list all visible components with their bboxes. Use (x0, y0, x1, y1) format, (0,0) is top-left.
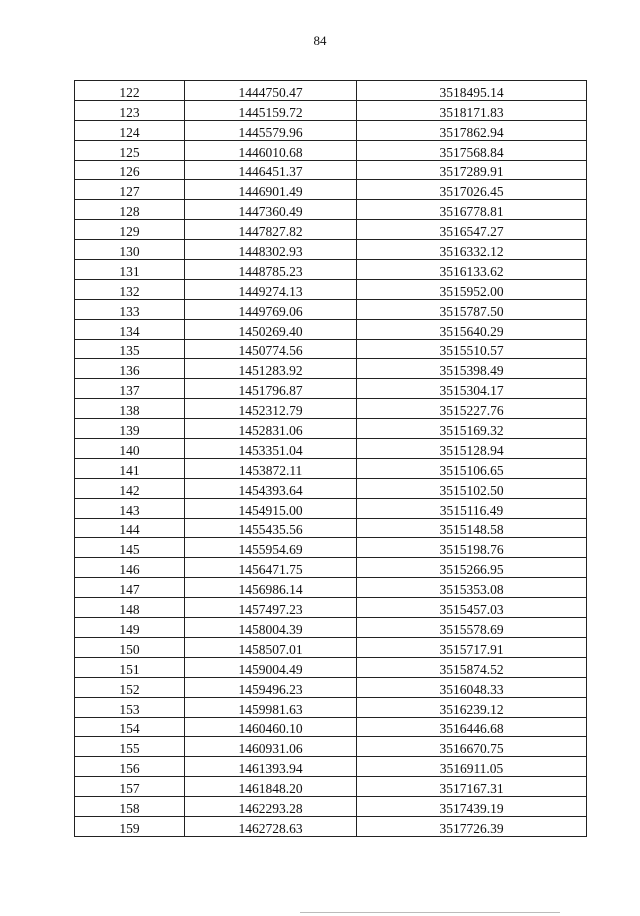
table-row (75, 220, 587, 240)
y-coordinate-cell: 3515398.49 (357, 359, 587, 379)
table-row (75, 578, 587, 598)
y-coordinate-cell: 3517289.91 (357, 160, 587, 180)
y-coordinate-cell: 3518171.83 (357, 100, 587, 120)
y-coordinate-cell: 3515952.00 (357, 279, 587, 299)
point-number-cell: 130 (75, 240, 185, 260)
table-row (75, 379, 587, 399)
y-coordinate-cell: 3516446.68 (357, 717, 587, 737)
table-row (75, 439, 587, 459)
point-number-cell: 139 (75, 419, 185, 439)
y-coordinate-cell: 3515128.94 (357, 439, 587, 459)
table-row (75, 419, 587, 439)
y-coordinate-cell: 3516239.12 (357, 697, 587, 717)
table-row (75, 120, 587, 140)
x-coordinate-cell: 1462728.63 (185, 816, 357, 836)
x-coordinate-cell: 1456471.75 (185, 558, 357, 578)
x-coordinate-cell: 1455954.69 (185, 538, 357, 558)
x-coordinate-cell: 1459496.23 (185, 677, 357, 697)
table-row (75, 279, 587, 299)
table-row (75, 399, 587, 419)
table-row (75, 299, 587, 319)
point-number-cell: 135 (75, 339, 185, 359)
x-coordinate-cell: 1461848.20 (185, 777, 357, 797)
table-row (75, 677, 587, 697)
x-coordinate-cell: 1445579.96 (185, 120, 357, 140)
table-row (75, 657, 587, 677)
x-coordinate-cell: 1447360.49 (185, 200, 357, 220)
y-coordinate-cell: 3515717.91 (357, 637, 587, 657)
y-coordinate-cell: 3515874.52 (357, 657, 587, 677)
x-coordinate-cell: 1454915.00 (185, 498, 357, 518)
table-row (75, 359, 587, 379)
x-coordinate-cell: 1450774.56 (185, 339, 357, 359)
x-coordinate-cell: 1446010.68 (185, 140, 357, 160)
point-number-cell: 136 (75, 359, 185, 379)
y-coordinate-cell: 3515148.58 (357, 518, 587, 538)
x-coordinate-cell: 1455435.56 (185, 518, 357, 538)
y-coordinate-cell: 3516133.62 (357, 260, 587, 280)
table-row (75, 737, 587, 757)
table-row (75, 200, 587, 220)
y-coordinate-cell: 3515787.50 (357, 299, 587, 319)
point-number-cell: 137 (75, 379, 185, 399)
point-number-cell: 153 (75, 697, 185, 717)
x-coordinate-cell: 1444750.47 (185, 81, 357, 101)
y-coordinate-cell: 3515266.95 (357, 558, 587, 578)
table-row (75, 260, 587, 280)
table-row (75, 458, 587, 478)
x-coordinate-cell: 1446451.37 (185, 160, 357, 180)
table-row (75, 816, 587, 836)
y-coordinate-cell: 3517862.94 (357, 120, 587, 140)
x-coordinate-cell: 1460460.10 (185, 717, 357, 737)
point-number-cell: 152 (75, 677, 185, 697)
point-number-cell: 149 (75, 618, 185, 638)
x-coordinate-cell: 1458004.39 (185, 618, 357, 638)
x-coordinate-cell: 1459981.63 (185, 697, 357, 717)
y-coordinate-cell: 3516048.33 (357, 677, 587, 697)
y-coordinate-cell: 3517726.39 (357, 816, 587, 836)
y-coordinate-cell: 3515640.29 (357, 319, 587, 339)
point-number-cell: 156 (75, 757, 185, 777)
table-row (75, 637, 587, 657)
x-coordinate-cell: 1452831.06 (185, 419, 357, 439)
page-number: 84 (313, 33, 327, 48)
x-coordinate-cell: 1460931.06 (185, 737, 357, 757)
point-number-cell: 127 (75, 180, 185, 200)
x-coordinate-cell: 1458507.01 (185, 637, 357, 657)
y-coordinate-cell: 3515106.65 (357, 458, 587, 478)
x-coordinate-cell: 1448785.23 (185, 260, 357, 280)
point-number-cell: 125 (75, 140, 185, 160)
x-coordinate-cell: 1457497.23 (185, 598, 357, 618)
x-coordinate-cell: 1448302.93 (185, 240, 357, 260)
y-coordinate-cell: 3515116.49 (357, 498, 587, 518)
table-row (75, 140, 587, 160)
y-coordinate-cell: 3516670.75 (357, 737, 587, 757)
point-number-cell: 151 (75, 657, 185, 677)
x-coordinate-cell: 1453351.04 (185, 439, 357, 459)
x-coordinate-cell: 1462293.28 (185, 797, 357, 817)
table-row (75, 757, 587, 777)
table-row (75, 777, 587, 797)
table-row (75, 518, 587, 538)
point-number-cell: 159 (75, 816, 185, 836)
table-row (75, 598, 587, 618)
table-row (75, 319, 587, 339)
point-number-cell: 123 (75, 100, 185, 120)
y-coordinate-cell: 3515353.08 (357, 578, 587, 598)
x-coordinate-cell: 1450269.40 (185, 319, 357, 339)
point-number-cell: 140 (75, 439, 185, 459)
y-coordinate-cell: 3515102.50 (357, 478, 587, 498)
table-row (75, 240, 587, 260)
point-number-cell: 141 (75, 458, 185, 478)
table-row (75, 160, 587, 180)
x-coordinate-cell: 1451283.92 (185, 359, 357, 379)
y-coordinate-cell: 3516911.05 (357, 757, 587, 777)
point-number-cell: 132 (75, 279, 185, 299)
table-row (75, 797, 587, 817)
x-coordinate-cell: 1449274.13 (185, 279, 357, 299)
point-number-cell: 142 (75, 478, 185, 498)
table-row (75, 339, 587, 359)
y-coordinate-cell: 3516547.27 (357, 220, 587, 240)
point-number-cell: 155 (75, 737, 185, 757)
table-row (75, 558, 587, 578)
table-row (75, 697, 587, 717)
point-number-cell: 131 (75, 260, 185, 280)
point-number-cell: 146 (75, 558, 185, 578)
x-coordinate-cell: 1446901.49 (185, 180, 357, 200)
point-number-cell: 129 (75, 220, 185, 240)
y-coordinate-cell: 3515457.03 (357, 598, 587, 618)
y-coordinate-cell: 3515578.69 (357, 618, 587, 638)
x-coordinate-cell: 1454393.64 (185, 478, 357, 498)
x-coordinate-cell: 1459004.49 (185, 657, 357, 677)
point-number-cell: 145 (75, 538, 185, 558)
point-number-cell: 148 (75, 598, 185, 618)
page-bottom-rule (300, 912, 560, 913)
point-number-cell: 154 (75, 717, 185, 737)
point-number-cell: 144 (75, 518, 185, 538)
point-number-cell: 122 (75, 81, 185, 101)
y-coordinate-cell: 3515169.32 (357, 419, 587, 439)
x-coordinate-cell: 1445159.72 (185, 100, 357, 120)
x-coordinate-cell: 1453872.11 (185, 458, 357, 478)
table-row (75, 180, 587, 200)
x-coordinate-cell: 1451796.87 (185, 379, 357, 399)
y-coordinate-cell: 3515510.57 (357, 339, 587, 359)
x-coordinate-cell: 1452312.79 (185, 399, 357, 419)
point-number-cell: 147 (75, 578, 185, 598)
point-number-cell: 157 (75, 777, 185, 797)
y-coordinate-cell: 3515198.76 (357, 538, 587, 558)
table-row (75, 618, 587, 638)
coordinates-table (74, 80, 587, 837)
table-row (75, 498, 587, 518)
point-number-cell: 124 (75, 120, 185, 140)
coordinates-table-body (75, 81, 587, 837)
y-coordinate-cell: 3516778.81 (357, 200, 587, 220)
table-row (75, 81, 587, 101)
table-row (75, 100, 587, 120)
point-number-cell: 126 (75, 160, 185, 180)
table-row (75, 538, 587, 558)
x-coordinate-cell: 1461393.94 (185, 757, 357, 777)
point-number-cell: 134 (75, 319, 185, 339)
x-coordinate-cell: 1449769.06 (185, 299, 357, 319)
table-row (75, 478, 587, 498)
y-coordinate-cell: 3515227.76 (357, 399, 587, 419)
point-number-cell: 158 (75, 797, 185, 817)
y-coordinate-cell: 3516332.12 (357, 240, 587, 260)
y-coordinate-cell: 3517568.84 (357, 140, 587, 160)
point-number-cell: 128 (75, 200, 185, 220)
x-coordinate-cell: 1456986.14 (185, 578, 357, 598)
point-number-cell: 133 (75, 299, 185, 319)
y-coordinate-cell: 3515304.17 (357, 379, 587, 399)
point-number-cell: 150 (75, 637, 185, 657)
x-coordinate-cell: 1447827.82 (185, 220, 357, 240)
y-coordinate-cell: 3517167.31 (357, 777, 587, 797)
table-row (75, 717, 587, 737)
y-coordinate-cell: 3517439.19 (357, 797, 587, 817)
y-coordinate-cell: 3518495.14 (357, 81, 587, 101)
point-number-cell: 138 (75, 399, 185, 419)
point-number-cell: 143 (75, 498, 185, 518)
y-coordinate-cell: 3517026.45 (357, 180, 587, 200)
